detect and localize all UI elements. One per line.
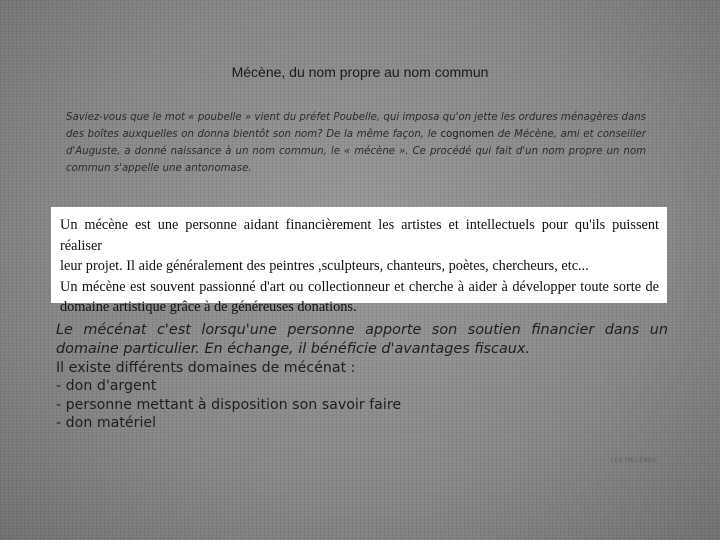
footer-label: LES MÉCÈNES (611, 457, 657, 464)
domains-heading: Il existe différents domaines de mécénat : (56, 360, 356, 376)
intro-paragraph (66, 109, 646, 177)
definition-line-4: domaine artistique grâce à de généreuses donations. (60, 299, 357, 316)
domain-item-money: - don d'argent (56, 378, 157, 395)
intro-text-part1: Saviez-vous que le mot « poubelle » vient du préfet Poubelle, qui imposa qu'on jette les ordures ménagères dans des boîtes auxquelles on donna bientôt son nom? De la même façon, le (66, 112, 646, 140)
definition-box (51, 207, 667, 316)
intro-text-part2: de Mécène, ami et conseiller d'Auguste, a donné naissance à un nom commun, le « mécène ». Ce procédé qui fait d'un nom propre un nom commun s'appelle une antonomase. (66, 129, 646, 174)
domain-item-material: - don matériel (56, 414, 157, 431)
mecenat-section (56, 321, 668, 432)
mecenat-paragraph: Le mécénat c'est lorsqu'une personne apporte son soutien financier dans un domaine particulier. En échange, il bénéficie d'avantages fiscaux. (56, 322, 668, 357)
definition-line-3: Un mécène est souvent passionné d'art ou collectionneur et cherche à aider à développer toute sorte de (60, 278, 659, 295)
definition-line-2: leur projet. Il aide généralement des peintres ,sculpteurs, chanteurs, poètes, chercheurs, etc... (60, 258, 589, 275)
domain-item-know-how: - personne mettant à disposition son savoir faire (56, 396, 402, 413)
page-title: Mécène, du nom propre au nom commun (231, 64, 489, 80)
definition-line-1: Un mécène est une personne aidant financièrement les artistes et intellectuels pour qu'ils puissent réaliser (60, 217, 659, 254)
intro-emphasis: cognomen (440, 129, 495, 140)
